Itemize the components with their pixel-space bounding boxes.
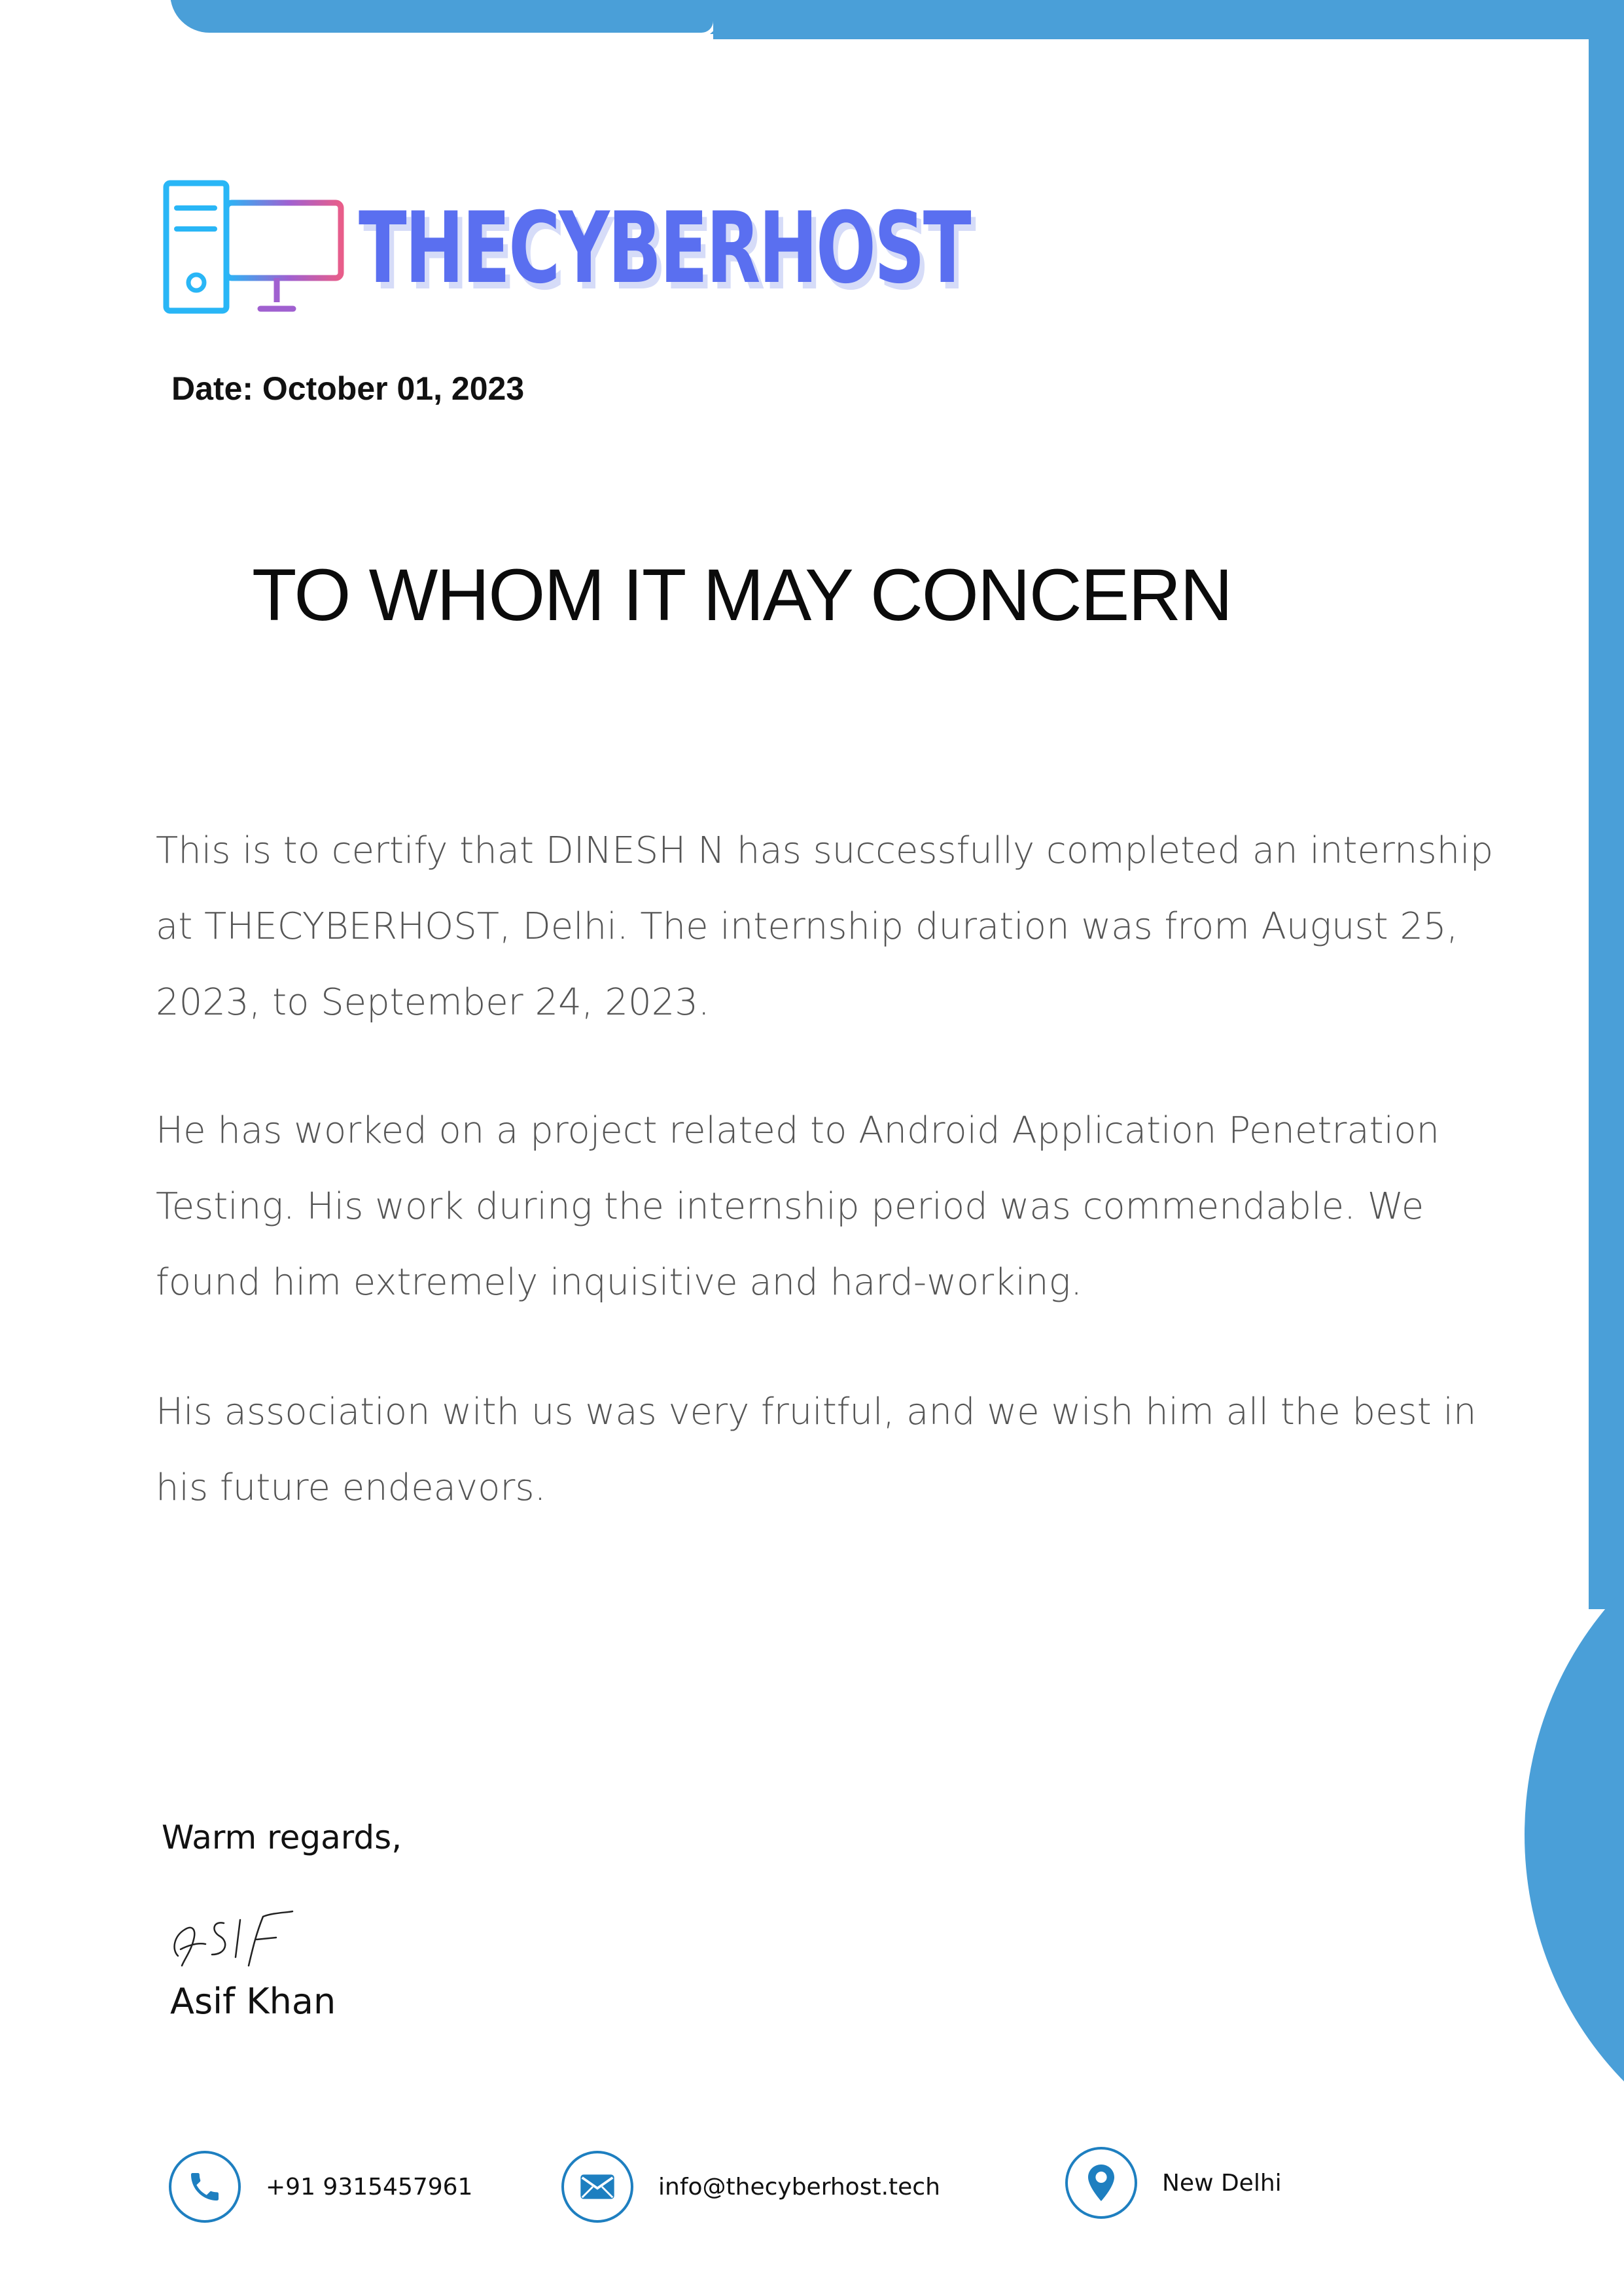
body-paragraph: His association with us was very fruitful, and we wish him all the best in his future endeavors. bbox=[156, 1391, 1477, 1509]
body-paragraph: He has worked on a project related to Android Application Penetration Testing. His work during the internship period was commendable. We found him extremely inquisitive and hard-working. bbox=[156, 1109, 1439, 1304]
company-name: THECYBERHOST bbox=[359, 191, 970, 305]
body-paragraph: This is to certify that DINESH N has successfully completed an internship at THECYBERHOST, Delhi. The internship duration was from August 25, 2023, to September 24, 2023. bbox=[156, 829, 1494, 1024]
handwritten-signature bbox=[165, 1904, 302, 1975]
email-address[interactable]: info@thecyberhost.tech bbox=[658, 2173, 940, 2200]
right-edge-decorative-strip bbox=[1589, 39, 1624, 1609]
computer-monitor-icon bbox=[162, 178, 345, 319]
mail-icon bbox=[561, 2151, 633, 2223]
top-left-decorative-band bbox=[170, 0, 713, 33]
letter-heading: TO WHOM IT MAY CONCERN bbox=[252, 554, 1232, 636]
contact-location bbox=[1065, 2147, 1282, 2219]
location-pin-icon bbox=[1065, 2147, 1137, 2219]
letter-date: Date: October 01, 2023 bbox=[171, 370, 525, 407]
top-right-decorative-band bbox=[713, 0, 1624, 39]
signer-name: Asif Khan bbox=[170, 1981, 336, 2022]
phone-number[interactable]: +91 9315457961 bbox=[266, 2173, 473, 2200]
contact-email bbox=[561, 2151, 940, 2223]
closing-salutation: Warm regards, bbox=[162, 1818, 402, 1856]
company-logo bbox=[162, 178, 1207, 319]
phone-icon bbox=[169, 2151, 241, 2223]
contact-phone bbox=[169, 2151, 472, 2223]
location-text: New Delhi bbox=[1162, 2169, 1282, 2197]
